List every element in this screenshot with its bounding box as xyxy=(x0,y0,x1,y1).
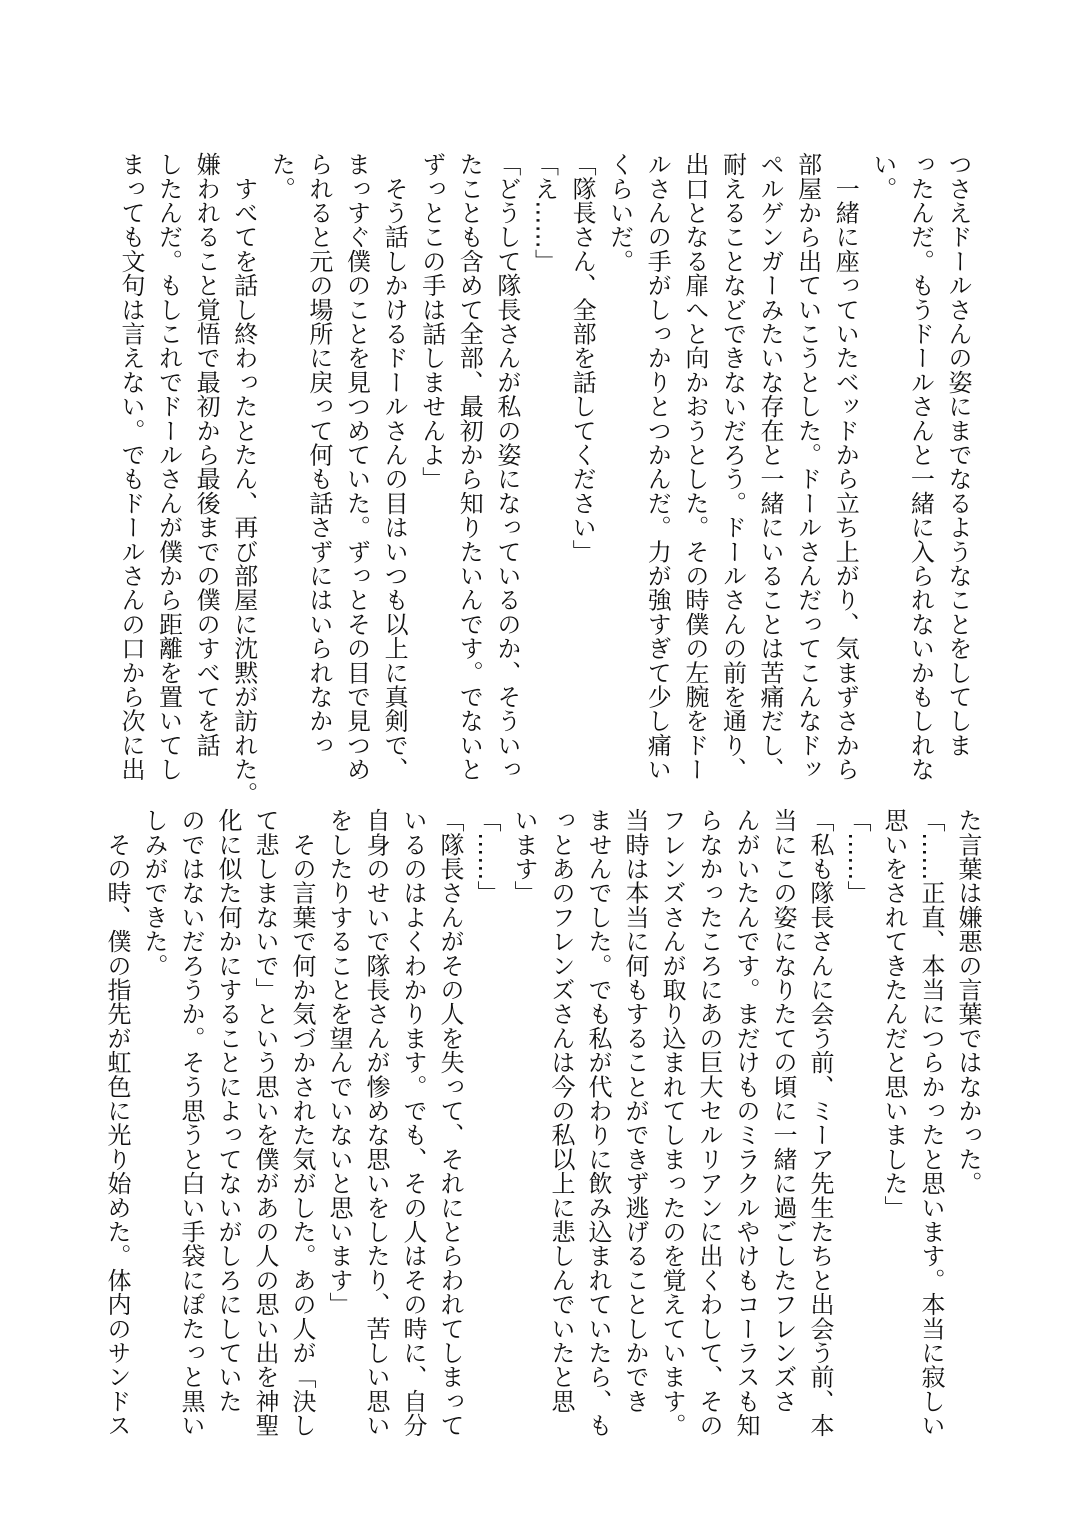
text-column: 自身のせいで隊長さんが惨めな思いをしたり、苦しい思い xyxy=(362,808,390,1438)
text-column: い。 xyxy=(868,152,897,201)
text-column: 嫌われること覚悟で最初から最後までの僕のすべてを話 xyxy=(192,152,221,757)
text-column: ずっとこの手は話しませんよ」 xyxy=(417,152,446,491)
text-column: 「え……」 xyxy=(530,152,559,273)
text-column: たことも含めて全部、最初から知りたいんです。でないと xyxy=(455,152,484,782)
text-column: つさえドールさんの姿にまでなるようなことをしてしま xyxy=(944,152,972,757)
text-block-bottom xyxy=(98,808,986,1438)
text-block-top xyxy=(110,152,976,806)
text-column: フレンズさんが取り込まれてしまったのを覚えています。 xyxy=(658,808,686,1438)
text-column: 耐えることなどできないだろう。ドールさんの前を通り、 xyxy=(718,152,747,782)
text-column: 当にこの姿になりたての頃に一緒に過ごしたフレンズさ xyxy=(769,808,797,1413)
text-column: た。 xyxy=(267,152,296,201)
text-column: 「隊長さん、全部を話してください」 xyxy=(568,152,597,564)
text-column: っとあのフレンズさんは今の私以上に悲しんでいたと思 xyxy=(547,808,575,1413)
text-column: ったんだ。もうドールさんと一緒に入られないかもしれな xyxy=(906,152,935,782)
text-column: しみができた。 xyxy=(140,808,168,978)
text-column: をしたりすることを望んでいないと思います」 xyxy=(325,808,353,1317)
text-column: られると元の場所に戻って何も話さずにはいられなかっ xyxy=(304,152,333,757)
text-column: その時、僕の指先が虹色に光り始めた。体内のサンドス xyxy=(103,808,131,1438)
text-column: 当時は本当に何もすることができず逃げることしかでき xyxy=(621,808,649,1413)
text-column: のではないだろうか。そう思うと白い手袋にぽたっと黒い xyxy=(177,808,205,1438)
text-column: 「隊長さんがその人を失って、それにとらわれてしまって xyxy=(436,808,464,1438)
text-column: 化に似た何かにすることによってないがしろにしていた xyxy=(214,808,242,1413)
text-column: ルさんの手がしっかりとつかんだ。力が強すぎて少し痛い xyxy=(643,152,672,782)
text-column: 「……」 xyxy=(843,808,871,905)
text-column: て悲しまないで」という思いを僕があの人の思い出を神聖 xyxy=(251,808,279,1438)
text-column: その言葉で何か気づかされた気がした。あの人が「決し xyxy=(288,808,316,1438)
text-column: います」 xyxy=(510,808,538,905)
text-column: ペルゲンガーみたいな存在と一緒にいることは苦痛だし、 xyxy=(756,152,785,782)
text-column: 出口となる扉へと向かおうとした。その時僕の左腕をドー xyxy=(680,152,709,782)
text-column: したんだ。もしこれでドールさんが僕から距離を置いてし xyxy=(154,152,183,782)
text-column: 部屋から出ていこうとした。ドールさんだってこんなドッ xyxy=(793,152,822,782)
text-column: 思いをされてきたんだと思いました」 xyxy=(880,808,908,1220)
text-column: 「私も隊長さんに会う前、ミーア先生たちと出会う前、本 xyxy=(806,808,834,1438)
text-column: んがいたんです。まだけものミラクルやけもコーラスも知 xyxy=(732,808,760,1438)
text-column: ませんでした。でも私が代わりに飲み込まれていたら、も xyxy=(584,808,612,1438)
text-column: まっすぐ僕のことを見つめていた。ずっとその目で見つめ xyxy=(342,152,371,782)
text-column: 「……」 xyxy=(473,808,501,905)
text-column: いるのはよくわかります。でも、その人はその時に、自分 xyxy=(399,808,427,1438)
text-column: 一緒に座っていたベッドから立ち上がり、気まずさから xyxy=(831,152,860,782)
text-column: 「どうして隊長さんが私の姿になっているのか、そういっ xyxy=(492,152,521,782)
text-column: くらいだ。 xyxy=(605,152,634,273)
text-column: そう話しかけるドールさんの目はいつも以上に真剣で、 xyxy=(380,152,409,782)
text-column: まっても文句は言えない。でもドールさんの口から次に出 xyxy=(116,152,145,782)
text-column: すべてを話し終わったとたん、再び部屋に沈黙が訪れた。 xyxy=(229,152,258,806)
text-column: らなかったころにあの巨大セルリアンに出くわして、その xyxy=(695,808,723,1438)
text-column: 「……正直、本当につらかったと思います。本当に寂しい xyxy=(917,808,945,1438)
text-column: た言葉は嫌悪の言葉ではなかった。 xyxy=(954,808,982,1196)
